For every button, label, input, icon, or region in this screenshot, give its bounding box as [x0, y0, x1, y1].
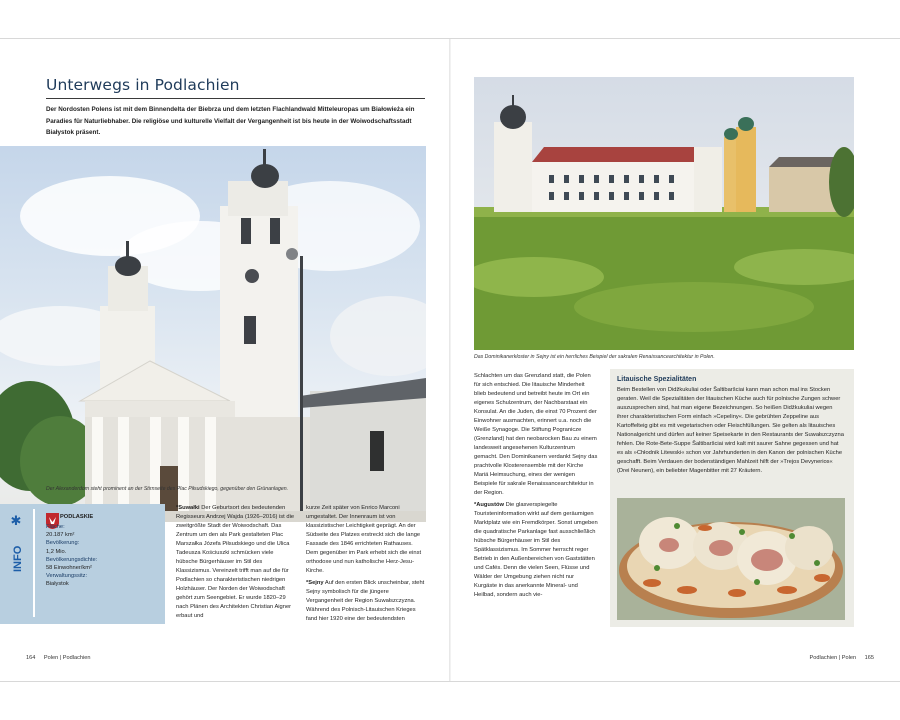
paragraph-text: Der Geburtsort des bedeutenden Regisseurs Andrzej Wajda (1926–2016) ist die zweitgrößte Stadt der Woiwodschaft. Das Zentrum um den als Park gestalteten Plac Marszałka Józefa Piłsudskiego und die Ulica Tadeusza Kościuszki schmücken viele hübsche Bürgerhäuser im Stil des Klassizismus. Vereinzelt trifft man auf die für Podlachien so charakteristischen niedrigen Holzhäuser. Der Norden der Woiwodschaft gehört zum Seengebiet. Er wurde 1820–29 nach Plänen des Architekten Christian Aigner erbaut und	[176, 505, 295, 619]
paragraph-sejny-continued	[474, 372, 598, 498]
paragraph-continuation	[306, 504, 426, 576]
folio-left	[26, 655, 90, 661]
info-key-area: Fläche:	[46, 524, 65, 530]
paragraph-text: Schlachten um das Grenzland statt, die Polen für sich entschied. Die litauische Minderheit blieb bedeutend und betreibt heute im Ort ein eigenes Schulzentrum, der Nachbarstaat ein Konsulat. An die Juden, die einst 70 Prozent der Einwohner ausmachten, erinnert u.a. noch die Weiße Synagoge. Die Stiftung Pogranicze (Grenzland) hat den neobarocken Bau zu einem landesweit angesehenen Kulturzentrum gemacht. Den Dominikanern verdankt Sejny das prachtvolle Klosterensemble mit der Kirche Mariä Heimsuchung, eines der wenigen Beispiele für sakrale Renaissancearchitektur in der Region.	[474, 373, 598, 496]
info-region: PODLASKIE	[60, 514, 94, 520]
paragraph-augustow	[474, 501, 598, 600]
title-rule	[46, 98, 425, 99]
paragraph-text: Die glasverspiegelte Touristeninformation wirkt auf dem geräumigen Marktplatz wie ein Fremdkörper. Sonst umgeben die quadratische Parkanlage fast ausschließlich hübsche Bürgerhäuser im Stil des Spätklassizismus. Im Sommer herrscht reger Betrieb in den Außenbereichen von Gaststätten und Cafés. Denn die vielen Seen, Flüsse und Wälder der Umgebung ziehen nicht nur Kurgäste in das anerkannte Mineral- und Heilbad, sondern auch vie-	[474, 502, 598, 598]
food-illustration	[617, 498, 845, 620]
specialties-title: Litauische Spezialitäten	[617, 376, 697, 383]
paragraph-text: kurze Zeit später von Enrico Marconi umgestaltet. Der Innenraum ist von klassizistischer Leichtigkeit geprägt. An der Südseite des Platzes erstreckt sich die lange Fassade des 1846 errichteten Rathauses. Dem gegenüber im Park erhebt sich die einst orthodoxe und nun katholische Herz-Jesu-Kirche.	[306, 505, 422, 574]
info-divider	[33, 509, 35, 617]
info-vertical-label: INFO	[12, 545, 24, 572]
monastery-illustration	[474, 77, 854, 350]
page-title: Unterwegs in Podlachien	[46, 76, 240, 94]
running-head-right: Podlachien | Polen	[809, 655, 857, 661]
book-spread	[0, 38, 900, 682]
intro-text: Der Nordosten Polens ist mit dem Binnendelta der Biebrza und dem letzten Flachlandwald Mitteleuropas um Białowieża ein Paradies für Naturliebhaber. Die religiöse und kulturelle Vielfalt der Vergangenheit ist bis heute in der Woiwodschaftsstadt Białystok präsent.	[46, 106, 415, 136]
info-value-seat: Białystok	[46, 581, 69, 588]
info-value-density: 58 Einwohner/km²	[46, 565, 92, 572]
running-head-left: Polen | Podlachien	[43, 655, 91, 661]
lead-sejny: *Sejny	[306, 580, 324, 586]
text-column-1	[176, 504, 296, 621]
church-caption: Der Alexanderdom steht prominent an der Stirnseite des Plac Piłsudskiego, gegenüber den Grünanlagen.	[46, 486, 289, 492]
gutter	[449, 39, 451, 681]
info-key-seat: Verwaltungssitz:	[46, 573, 88, 580]
specialties-text: Beim Bestellen von Didžkukuliai oder Šaltibaršciai kann man schon mal ins Stocken geraten. Weil die Spezialitäten der litauischen Küche auch für polnische Zungen schwer auszusprechen sind, hat man eigene Bezeichnungen. So heißen Didžkukuliai wegen ihrer charakteristischen Form einfach »Cepeliny«. Die gebrühten Zeppeline aus Kartoffelteig gibt es mit vegetarischen oder Fleischfüllungen. Sie gelten als litauisches Nationalgericht und dürfen auf keiner Speisekarte in den Restaurants der Suwałszczyzna fehlen. Die Rote-Bete-Suppe Šaltibaršciai wird kalt mit saurer Sahne gegessen und hat es als »Chłodnik Litewski« schon vor Jahrhunderten in den Kanon der polnischen Küche geschafft. Beim Verdauen der bodenständigen Mahlzeit hilft der »Trejos Devynerios« (Drei Neunen), ein beliebter Magenbitter mit 27 Kräutern.	[617, 387, 844, 474]
paragraph-suwalki	[176, 504, 296, 621]
page-number-right: 165	[864, 655, 874, 661]
info-content	[46, 513, 158, 589]
lead-suwalki: *Suwałki	[176, 505, 200, 511]
paragraph-text: Auf den ersten Blick unscheinbar, steht Sejny symbolisch für die jüngere Vergangenheit der Region Suwałszczyzna. Während des Polnisch-Litauischen Krieges fand hier 1920 eine der bedeutendsten	[306, 580, 425, 622]
svg-text:✱: ✱	[10, 514, 22, 529]
page-number-left: 164	[26, 655, 36, 661]
info-key-population: Bevölkerung:	[46, 540, 80, 547]
info-label	[3, 514, 29, 576]
monastery-caption: Das Dominikanerkloster in Sejny ist ein herrliches Beispiel der sakralen Renaissancearchitektur in Polen.	[474, 354, 715, 360]
sejny-monastery-photo	[474, 77, 854, 350]
alexanderdom-photo	[0, 146, 426, 522]
info-key-density: Bevölkerungsdichte:	[46, 556, 98, 563]
info-value-area: 20.187 km²	[46, 532, 75, 539]
cepeliny-photo	[617, 498, 845, 620]
folio-right	[810, 655, 874, 661]
paragraph-sejny	[306, 579, 426, 624]
church-illustration	[0, 146, 426, 522]
lead-augustow: *Augustów	[474, 502, 505, 508]
text-column-2	[306, 504, 426, 624]
info-value-population: 1,2 Mio.	[46, 548, 67, 555]
text-column-3	[474, 372, 598, 600]
info-asterisk-icon	[3, 514, 29, 576]
